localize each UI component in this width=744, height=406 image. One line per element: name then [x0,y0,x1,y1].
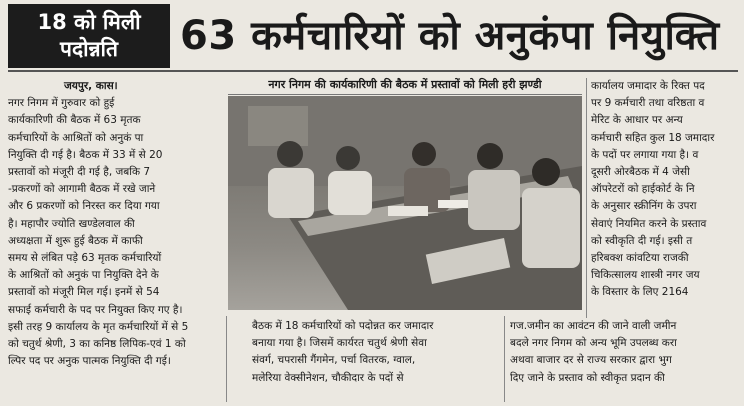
right-line: के अनुसार स्क्रीनिंग के उपरा [591,200,697,213]
left-line: और 6 प्रकरणों को निरस्त कर दिया गया [8,200,160,213]
left-line: के आश्रितों को अनुकं पा नियुक्ति देने के [8,269,159,282]
left-line: प्रस्तावों को मंजूरी दी गई है, जबकि 7 [8,166,151,179]
left-line: है। महापौर ज्योति खण्डेलवाल की [8,217,135,230]
bottom-mid-line: बैठक में 18 कर्मचारियों को पदोन्नत कर जमादार [252,320,434,332]
kicker-line-1: 18 को मिली [37,10,141,34]
left-line: इसी तरह 9 कार्यालय के मृत कर्मचारियों में से 5 [8,320,189,333]
right-line: के विस्तार के लिए 2164 [591,286,689,299]
bottom-mid-line: संवर्ग, चपरासी गैंगमेन, पर्चा वितरक, ग्वाल, [252,354,416,367]
kicker-box [8,4,170,68]
left-line: नियुक्ति दी गई है। बैठक में 33 में से 20 [8,148,163,161]
headline: 63 कर्मचारियों को अनुकंपा नियुक्ति [180,13,720,59]
bottom-mid-line: बनाया गया है। जिसमें कार्यरत चतुर्थ श्रेणी सेवा [252,337,427,350]
right-line: कर्मचारी सहित कुल 18 जमादार [591,131,715,144]
left-line: कर्मचारियों के आश्रितों को अनुकं पा [8,131,144,144]
column-divider [504,316,505,402]
right-line: हरिबक्श कांवटिया राजकी [591,252,689,265]
left-line: ल्पिर पद पर अनुक पात्मक नियुक्ति दी गई। [8,355,171,368]
left-line: अध्यक्षता में शुरू हुई बैठक में काफी [8,234,143,247]
dateline: जयपुर, कास। [64,80,118,92]
meeting-photo [228,96,582,310]
bottom-right-line: अथवा बाजार दर से राज्य सरकार द्वारा भुग [510,354,672,367]
left-line: नगर निगम में गुरुवार को हुई [8,97,115,110]
bottom-right-line: दिए जाने के प्रस्ताव को स्वीकृत प्रदान की [510,371,665,384]
right-line: सेवाएं नियमित करने के प्रस्ताव [591,217,707,230]
left-line: प्रस्तावों को मंजूरी मिल गई। इनमें से 54 [8,286,160,299]
right-line: के पदों पर लगाया गया है। व [591,148,699,161]
kicker-line-2: पदोन्नति [60,37,118,61]
right-line: ऑपरेटरों को हाईकोर्ट के नि [591,183,695,196]
bottom-middle-column [252,318,498,400]
photo-caption: नगर निगम की कार्यकारिणी की बैठक में प्रस्तावों को मिली हरी झण्डी [228,76,582,95]
bottom-right-line: गज.जमीन का आवंटन की जाने वाली जमीन [510,320,677,332]
right-line: चिकित्सालय शास्त्री नगर जय [591,269,700,282]
left-column [8,78,222,396]
bottom-mid-line: मलेरिया वेक्सीनेशन, चौकीदार के पदों से [252,371,404,384]
right-line: को स्वीकृति दी गई। इसी त [591,234,693,247]
right-line: पर 9 कर्मचारी तथा वरिष्ठता व [591,97,705,110]
right-line: दूसरी ओरबैठक में 4 जेसी [591,166,690,179]
column-divider [226,316,227,402]
headline-rule [8,70,738,72]
bottom-right-column [510,318,740,400]
meeting-photo-illustration [228,96,582,310]
left-line: समय से लंबित पड़े 63 मृतक कर्मचारियों [8,252,162,265]
left-line: -प्रकरणों को आगामी बैठक में रखे जाने [8,183,156,196]
right-column [586,78,740,318]
right-line: मेरिट के आधार पर अन्य [591,114,683,127]
left-line: को चतुर्थ श्रेणी, 3 का कनिष्ठ लिपिक-एवं 1 को [8,338,186,351]
left-line: कार्यकारिणी की बैठक में 63 मृतक [8,114,141,127]
bottom-right-line: बदले नगर निगम को अन्य भूमि उपलब्ध करा [510,337,677,350]
right-line: कार्यालय जमादार के रिक्त पद [591,80,705,92]
left-line: सफाई कर्मचारी के पद पर नियुक्त किए गए है। [8,303,183,316]
